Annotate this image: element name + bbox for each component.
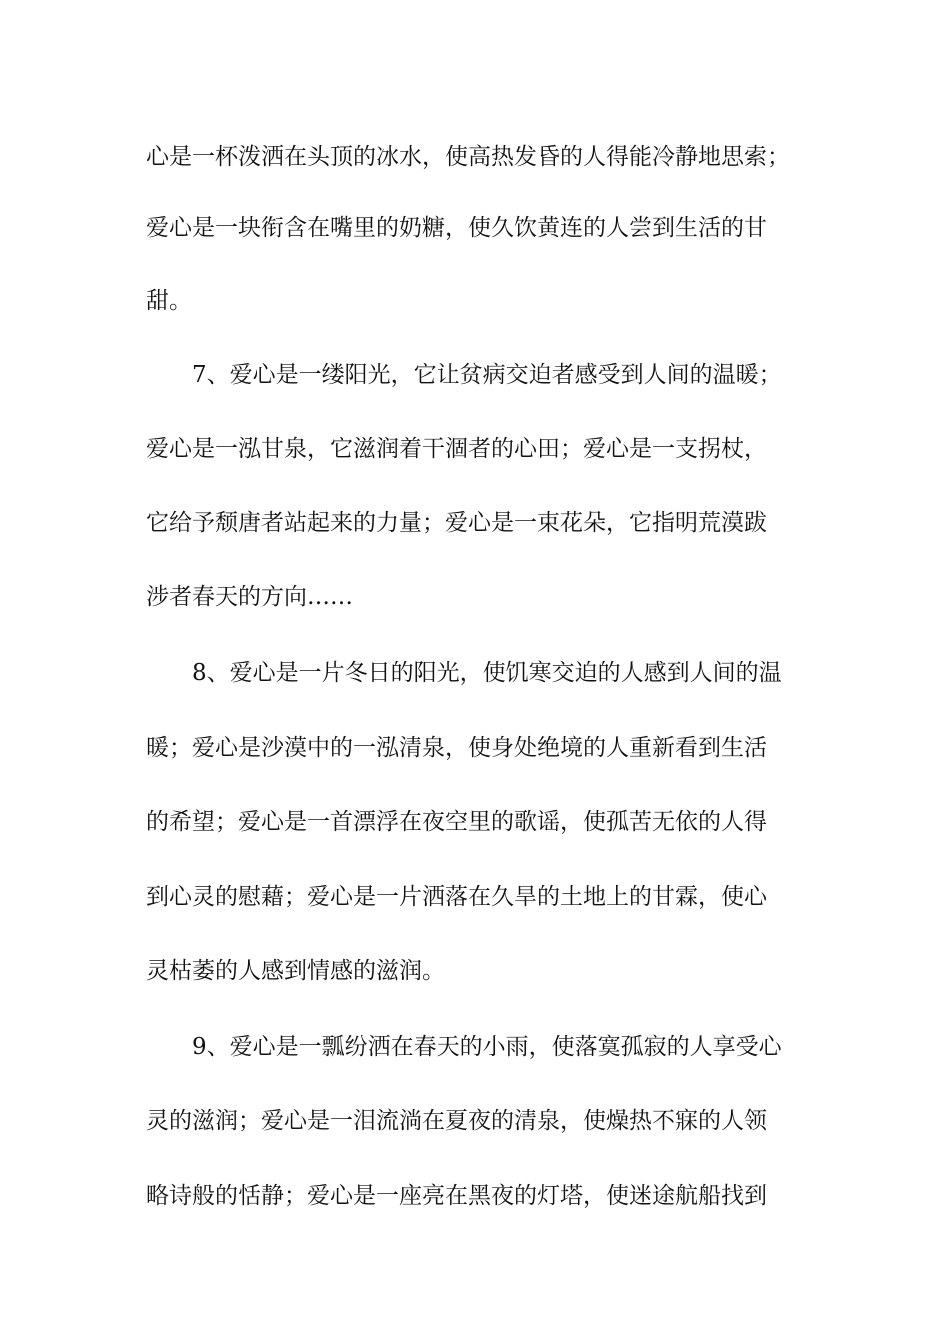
- text-line: 爱心是一泓甘泉，它滋润着干涸者的心田；爱心是一支拐杖，: [146, 436, 767, 462]
- paragraph-7-start: 7、爱心是一缕阳光，它让贫病交迫者感受到人间的温暖；: [192, 362, 782, 388]
- text-line: 灵的滋润；爱心是一泪流淌在夏夜的清泉，使燥热不寐的人领: [146, 1108, 767, 1134]
- text-line: 到心灵的慰藉；爱心是一片洒落在久旱的土地上的甘霖，使心: [146, 884, 767, 910]
- text-line: 心是一杯泼洒在头顶的冰水，使高热发昏的人得能冷静地思索；: [146, 144, 790, 170]
- text-line: 爱心是一块衔含在嘴里的奶糖，使久饮黄连的人尝到生活的甘: [146, 215, 767, 241]
- text-line: 的希望；爱心是一首漂浮在夜空里的歌谣，使孤苦无依的人得: [146, 809, 767, 835]
- text-line: 暖；爱心是沙漠中的一泓清泉，使身处绝境的人重新看到生活: [146, 735, 767, 761]
- paragraph-8-start: 8、爱心是一片冬日的阳光，使饥寒交迫的人感到人间的温: [192, 660, 782, 686]
- paragraph-9-start: 9、爱心是一瓢纷洒在春天的小雨，使落寞孤寂的人享受心: [192, 1034, 782, 1060]
- text-line: 甜。: [146, 288, 192, 314]
- text-line: 略诗般的恬静；爱心是一座亮在黑夜的灯塔，使迷途航船找到: [146, 1183, 767, 1209]
- text-line: 灵枯萎的人感到情感的滋润。: [146, 958, 445, 984]
- text-line: 它给予颓唐者站起来的力量；爱心是一束花朵，它指明荒漠跋: [146, 510, 767, 536]
- text-line: 涉者春天的方向……: [146, 584, 353, 610]
